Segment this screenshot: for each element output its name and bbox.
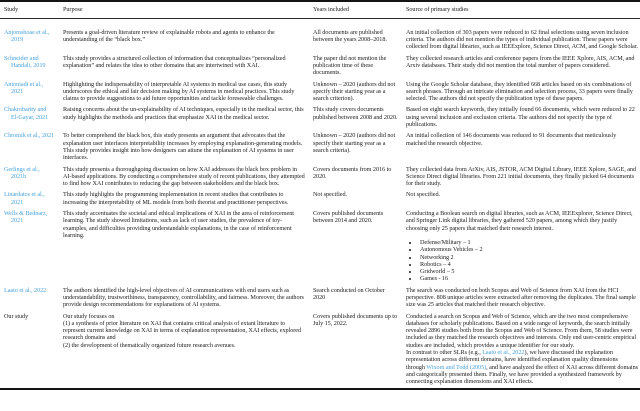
table-row — [0, 130, 640, 163]
study-cell — [0, 130, 63, 163]
table-row — [0, 53, 640, 79]
years-cell: Unknown – 2020 (authors did not specify their starting year as a search criterion). — [313, 80, 396, 103]
purpose-cell: Presents a goal-driven literature review of explainable robots and agents to enhance the understanding of the “black box.” — [63, 28, 275, 44]
study-citation-link[interactable]: Gerlings et al., 2021b — [4, 165, 40, 180]
purpose-cell: The authors identified the high-level objectives of AI communications with end users such as understandability, trustworthiness, transparency, controllability, and fairness. Moreover, the authors provide design recommendations for explanations of AI systems. — [63, 286, 304, 309]
purpose-text: Our study focuses on — [63, 312, 115, 320]
years-cell: Covers published documents up to July 15, 2022. — [313, 312, 397, 327]
source-cell: They collected data from ArXiv, AIS, JSTOR, ACM Digital Library, IEEE Xplore, SAGE, and Science Direct digital libraries. From 221 initial documents, they finally picked 64 documents for their study. — [406, 165, 636, 188]
study-cell — [0, 53, 63, 79]
table-row — [0, 208, 640, 285]
years-cell: The paper did not mention the publication time of these documents. — [313, 54, 387, 77]
source-cell: An initial collection of 146 documents was reduced to 91 documents that meticulously matched the research objective. — [406, 132, 617, 147]
purpose-cell: To better comprehend the black box, this study presents an argument that advocates that the explanation user interfaces interpretability increases by employing explanation-generating models. This study provides insight into how designers can attune the explanation of AI systems in user interfaces. — [63, 132, 303, 162]
years-cell: Covers documents from 2016 to 2020. — [313, 165, 392, 180]
table-row — [0, 189, 640, 208]
source-bullet-item: • Games - 16 — [419, 275, 638, 282]
source-cell: The search was conducted on both Scopus and Web of Science from XAI from the HCI perspective. 808 unique articles were extracted after removing the duplicates. The final sample size was 25 articles that matched their research objective. — [406, 286, 636, 309]
source-text-fragment: , and have analyzed the effect of XAI across different domains and categorically presented them. Finally, we have provided a synthesized framework by connecting explanation dimensions and XAI effects. — [406, 363, 638, 386]
study-cell — [0, 208, 63, 285]
purpose-text: (1) a synthesis of prior literature on XAI that contains critical analysis of extant literature to represent current knowledge on XAI in terms of explanation representation, XAI effects, explored research domains and — [63, 319, 302, 342]
header-years: Years included — [313, 1, 406, 18]
purpose-cell: This study presents a thoroughgoing discussion on how XAI addresses the black box problem in AI-based applications. By conducting a comprehensive study of recent publications, they attempted to find how XAI contributes to reducing the gap between stakeholders and the black box. — [63, 165, 305, 188]
study-citation-link[interactable]: Antoniadi et al., 2021 — [4, 80, 44, 95]
study-cell — [0, 18, 63, 52]
study-label: Our study — [4, 312, 29, 320]
years-cell: All documents are published between the years 2008–2018. — [313, 28, 387, 44]
table-row — [0, 18, 640, 52]
purpose-cell — [63, 311, 313, 389]
study-citation-link[interactable]: Chakrobartty and El-Gayar, 2021 — [4, 106, 49, 121]
source-text: Conducted a search on Scopus and Web of Science, which are the two most comprehensive databases for scholarly publications. Based on a wide range of keywords, the search initially revealed 2896 studies both from the Scopus and Web of Science. From them, 58 studies were included as they matched the research objectives and interests. Only end user-centric empirical studies are included, which provides a unique identifier for our study. — [406, 312, 636, 349]
purpose-cell: This study highlights the programming implementation in recent studies that contributes to increasing the interpretability of ML models from both theorist and practitioner perspectives. — [63, 191, 289, 206]
purpose-text: (2) the development of thematically organized future research avenues. — [63, 341, 236, 349]
study-citation-link[interactable]: Schneider and Handali, 2019 — [4, 54, 46, 69]
header-study: Study — [0, 1, 63, 18]
source-text: Conducting a Boolean search on digital libraries, such as ACM, IEEExplorer, Science Direct, and Springer Link digital libraries, they gathered 520 papers, among which they justify choosing only 25 papers that matched their research interest. — [406, 210, 633, 232]
years-cell: Not specified. — [313, 191, 348, 199]
source-cell: An initial collection of 303 papers were reduced to 62 final selections using seven inclusion criteria. The authors did not mention the types of individual publication. These papers were collected from digital libraries, such as IEEExplore, Science Direct, ACM, and Google Scholar. — [406, 28, 638, 51]
source-text-fragment: ), we have discussed the explanation representation across different domains, have identified explanation quality dimensions through — [406, 349, 618, 371]
source-domain-count-list — [419, 239, 638, 283]
source-bullet-item: • Robotics – 4 — [419, 261, 638, 268]
purpose-cell: This study provides a structured collection of information that conceptualizes “personalized explanation” and relates the idea to other domains that are intertwined with XAI. — [63, 54, 286, 69]
source-cell — [406, 208, 640, 285]
years-cell: Search conducted on October 2020 — [313, 286, 385, 301]
table-row — [0, 79, 640, 105]
source-cell: Based on eight search keywords, they initially found 66 documents, which were reduced to 22 using several inclusion and exclusion criteria. The authors did not specify the type of publications. — [406, 106, 635, 129]
source-cell: Not specified. — [406, 191, 441, 199]
study-citation-link[interactable]: Chromik et al., 2021 — [4, 132, 55, 140]
source-cell: Using the Google Scholar database, they identified 668 articles based on six combinations of search phrases. Through an intricate elimination and selection process, 33 papers were finally selected. The authors did not specify the publication type of these papers. — [406, 80, 633, 103]
source-bullet-item: • Defense/Military – 1 — [419, 239, 638, 246]
source-text-fragment: In contrast to other SLRs (e.g., — [406, 349, 483, 357]
purpose-cell: Highlighting the indispensability of interpretable AI systems in medical use cases, this study underscores the ethical and fair decision making by AI systems in medical practices. This study claims to provide suggestions to aid future opportunities and tackle foreseeable challenges. — [63, 80, 295, 103]
header-purpose: Purpose — [63, 1, 313, 18]
study-cell — [0, 311, 63, 389]
table-row — [0, 311, 640, 389]
years-cell: Covers published documents between 2014 and 2020. — [313, 210, 384, 225]
table-header-row — [0, 1, 640, 18]
study-citation-link[interactable]: Wells & Bednarz, 2021 — [4, 210, 48, 225]
study-cell — [0, 104, 63, 130]
inline-citation-link[interactable]: Laato et al., 2022 — [482, 349, 525, 357]
study-cell — [0, 79, 63, 105]
table-row — [0, 104, 640, 130]
years-cell: This study covers documents published between 2008 and 2020. — [313, 106, 398, 121]
inline-citation-link[interactable]: Wixom and Todd (2005) — [426, 363, 487, 371]
purpose-cell: Raising concerns about the un-explainability of AI techniques, especially in the medical sector, this study highlights the methods and practices that emphasize XAI in the medical sector. — [63, 106, 304, 121]
source-bullet-item: • Networking 2 — [419, 254, 638, 261]
table-row — [0, 164, 640, 190]
source-cell: They collected research articles and conference papers from the IEEE Xplore, AIS, ACM, and Arxiv databases. Their study did not mention the total number of papers considered. — [406, 54, 635, 69]
source-bullet-item: • Gridworld – 5 — [419, 268, 638, 275]
source-text — [406, 349, 638, 385]
source-cell — [406, 311, 640, 389]
header-source: Source of primary studies — [406, 1, 640, 18]
table-row — [0, 285, 640, 311]
years-cell: Unknown – 2020 (authors did not specify their starting year as a search criteria). — [313, 132, 396, 154]
study-citation-link[interactable]: Anjomshoae et al., 2019 — [4, 28, 50, 44]
study-cell — [0, 189, 63, 208]
purpose-cell: This study accentuates the societal and ethical implications of XAI in the area of reinforcement learning. The study showed limitations, such as lack of user studies, the prevalence of toy-examples, and difficulties providing understandable explanations, in the case of reinforcement learning. — [63, 210, 294, 239]
study-citation-link[interactable]: Linardatos et al., 2021 — [4, 191, 45, 206]
study-cell — [0, 285, 63, 311]
source-bullet-item: • Autonomous Vehicles – 2 — [419, 246, 638, 253]
study-citation-link[interactable]: Laato et al., 2022 — [4, 286, 47, 294]
study-cell — [0, 164, 63, 190]
